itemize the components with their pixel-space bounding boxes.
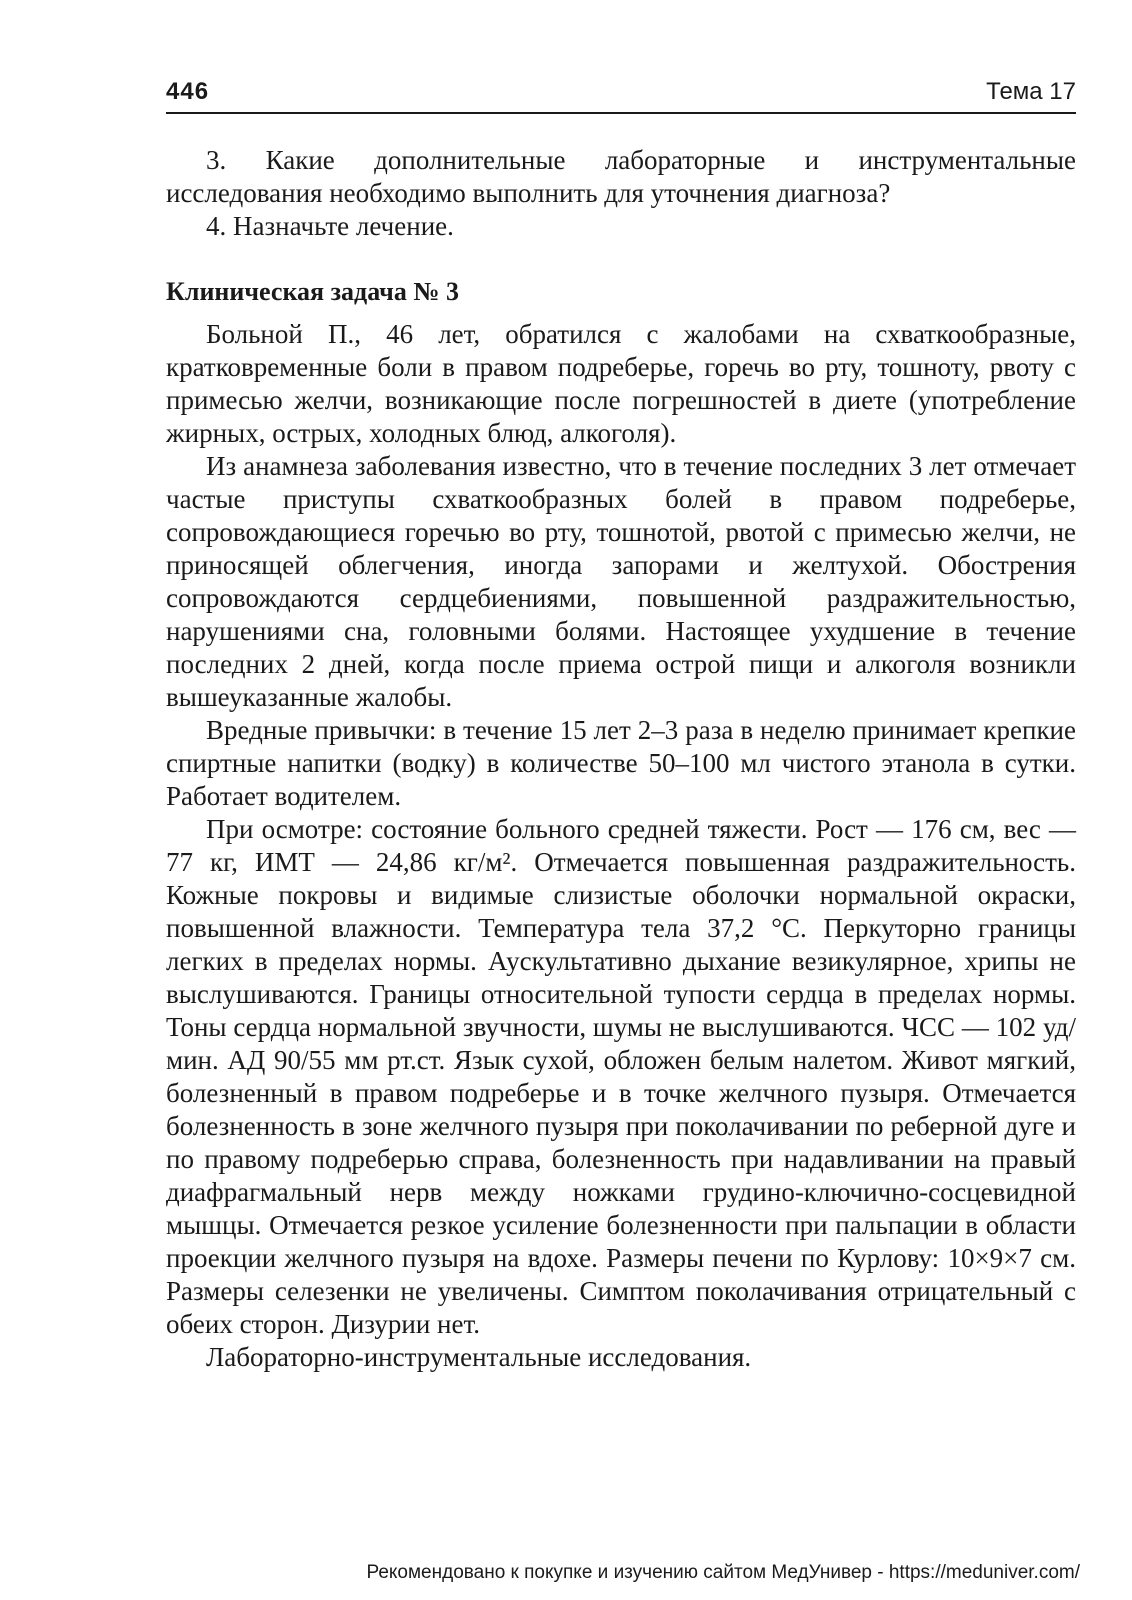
question-4: 4. Назначьте лечение. [206, 211, 454, 241]
running-head [166, 76, 1076, 114]
page-body [166, 144, 1076, 1374]
paragraph-complaints: Больной П., 46 лет, обратился с жалобами на схваткообразные, кратковременные боли в правом подреберье, горечь во рту, тошноту, рвоту с примесью желчи, возникающие после погрешностей в диете (употребление жирных, острых, холодных блюд, алкоголя). [166, 319, 1076, 448]
paragraph-examination: При осмотре: состояние больного средней тяжести. Рост — 176 см, вес — 77 кг, ИМТ — 24,86 кг/м². Отмечается повышенная раздражительность. Кожные покровы и видимые слизистые оболочки нормальной окраски, повышенной влажности. Температура тела 37,2 °С. Перкуторно границы легких в пределах нормы. Аускультативно дыхание везикулярное, хрипы не выслушиваются. Границы относительной тупости сердца в пределах нормы. Тоны сердца нормальной звучности, шумы не выслушиваются. ЧСС — 102 уд/мин. АД 90/55 мм рт.ст. Язык сухой, обложен белым налетом. Живот мягкий, болезненный в правом подреберье и в точке желчного пузыря. Отмечается болезненность в зоне желчного пузыря при поколачивании по реберной дуге и по правому подреберью справа, болезненность при надавливании на правый диафрагмальный нерв между ножками грудино-ключично-сосцевидной мышцы. Отмечается резкое усиление болезненности при пальпации в области проекции желчного пузыря на вдохе. Размеры печени по Курлову: 10×9×7 см. Размеры селезенки не увеличены. Симптом поколачивания отрицательный с обеих сторон. Дизурии нет. [166, 814, 1076, 1339]
paragraph-lab-studies: Лабораторно-инструментальные исследования. [206, 1342, 752, 1372]
page-number: 446 [166, 78, 210, 105]
task-heading: Клиническая задача № 3 [166, 277, 459, 306]
paragraph-habits: Вредные привычки: в течение 15 лет 2–3 раза в неделю принимает крепкие спиртные напитки (водку) в количестве 50–100 мл чистого этанола в сутки. Работает водителем. [166, 715, 1076, 811]
question-3: 3. Какие дополнительные лабораторные и инструментальные исследования необходимо выполнить для уточнения диагноза? [166, 145, 1076, 208]
section-title: Тема 17 [986, 78, 1076, 105]
footer-watermark: Рекомендовано к покупке и изучению сайтом МедУнивер - https://meduniver.com/ [366, 1562, 1080, 1583]
paragraph-anamnesis: Из анамнеза заболевания известно, что в течение последних 3 лет отмечает частые приступы схваткообразных болей в правом подреберье, сопровождающиеся горечью во рту, тошнотой, рвотой с примесью желчи, не приносящей облегчения, иногда запорами и желтухой. Обострения сопровождаются сердцебиениями, повышенной раздражительностью, нарушениями сна, головными болями. Настоящее ухудшение в течение последних 2 дней, когда после приема острой пищи и алкоголя возникли вышеуказанные жалобы. [166, 451, 1076, 712]
